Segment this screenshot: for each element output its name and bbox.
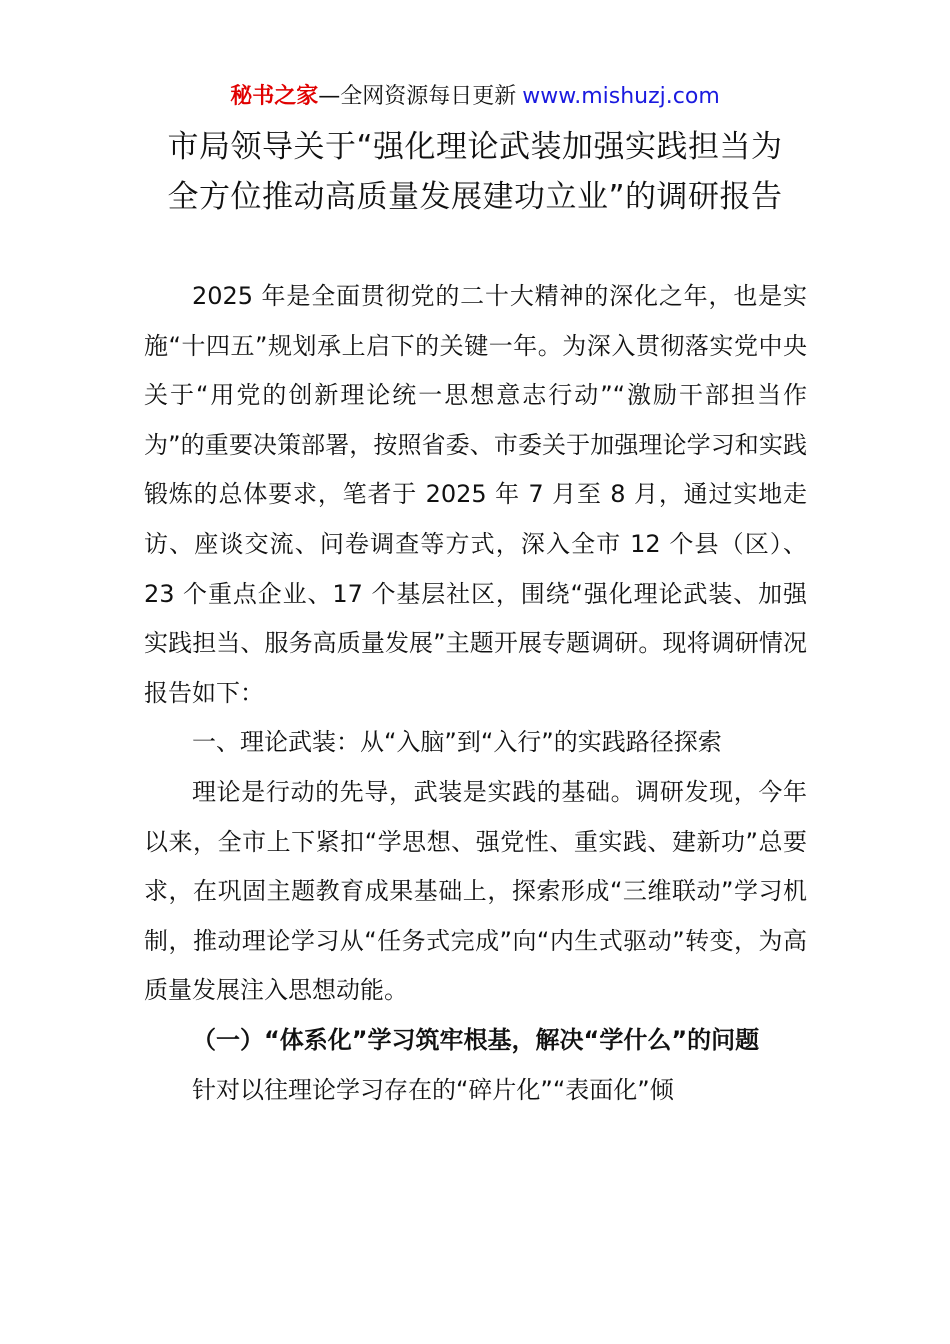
header-tagline: —全网资源每日更新: [318, 84, 517, 109]
subsection-paragraph-1: 针对以往理论学习存在的“碎片化”“表面化”倾: [192, 1075, 674, 1104]
site-header: [0, 80, 950, 114]
intro-paragraph: 2025 年是全面贯彻党的二十大精神的深化之年，也是实施“十四五”规划承上启下的关键一年。为深入贯彻落实党中央关于“用党的创新理论统一思想意志行动”“激励干部担当作为”的重要决策部署，按照省委、市委关于加强理论学习和实践锻炼的总体要求，笔者于 2025 年 7 月至 8 月，通过实地走访、座谈交流、问卷调查等方式，深入全市 12 个县（区）、23 个重点企业、17 个基层社区，围绕“强化理论武装、加强实践担当、服务高质量发展”主题开展专题调研。现将调研情况报告如下：: [144, 282, 807, 707]
title-line-1: 市局领导关于“强化理论武装加强实践担当为: [167, 129, 783, 165]
section-heading-1: 一、理论武装：从“入脑”到“入行”的实践路径探索: [192, 728, 722, 757]
subsection-heading-1: （一）“体系化”学习筑牢根基，解决“学什么”的问题: [192, 1025, 760, 1054]
title-line-2: 全方位推动高质量发展建功立业”的调研报告: [167, 179, 783, 215]
site-link[interactable]: www.mishuzj.com: [522, 84, 720, 109]
brand-name: 秘书之家: [230, 84, 319, 109]
section-paragraph-1: 理论是行动的先导，武装是实践的基础。调研发现，今年以来，全市上下紧扣“学思想、强党性、重实践、建新功”总要求，在巩固主题教育成果基础上，探索形成“三维联动”学习机制，推动理论学习从“任务式完成”向“内生式驱动”转变，为高质量发展注入思想动能。: [144, 777, 807, 1005]
document-body: [144, 272, 807, 1115]
document-title: [60, 122, 890, 222]
